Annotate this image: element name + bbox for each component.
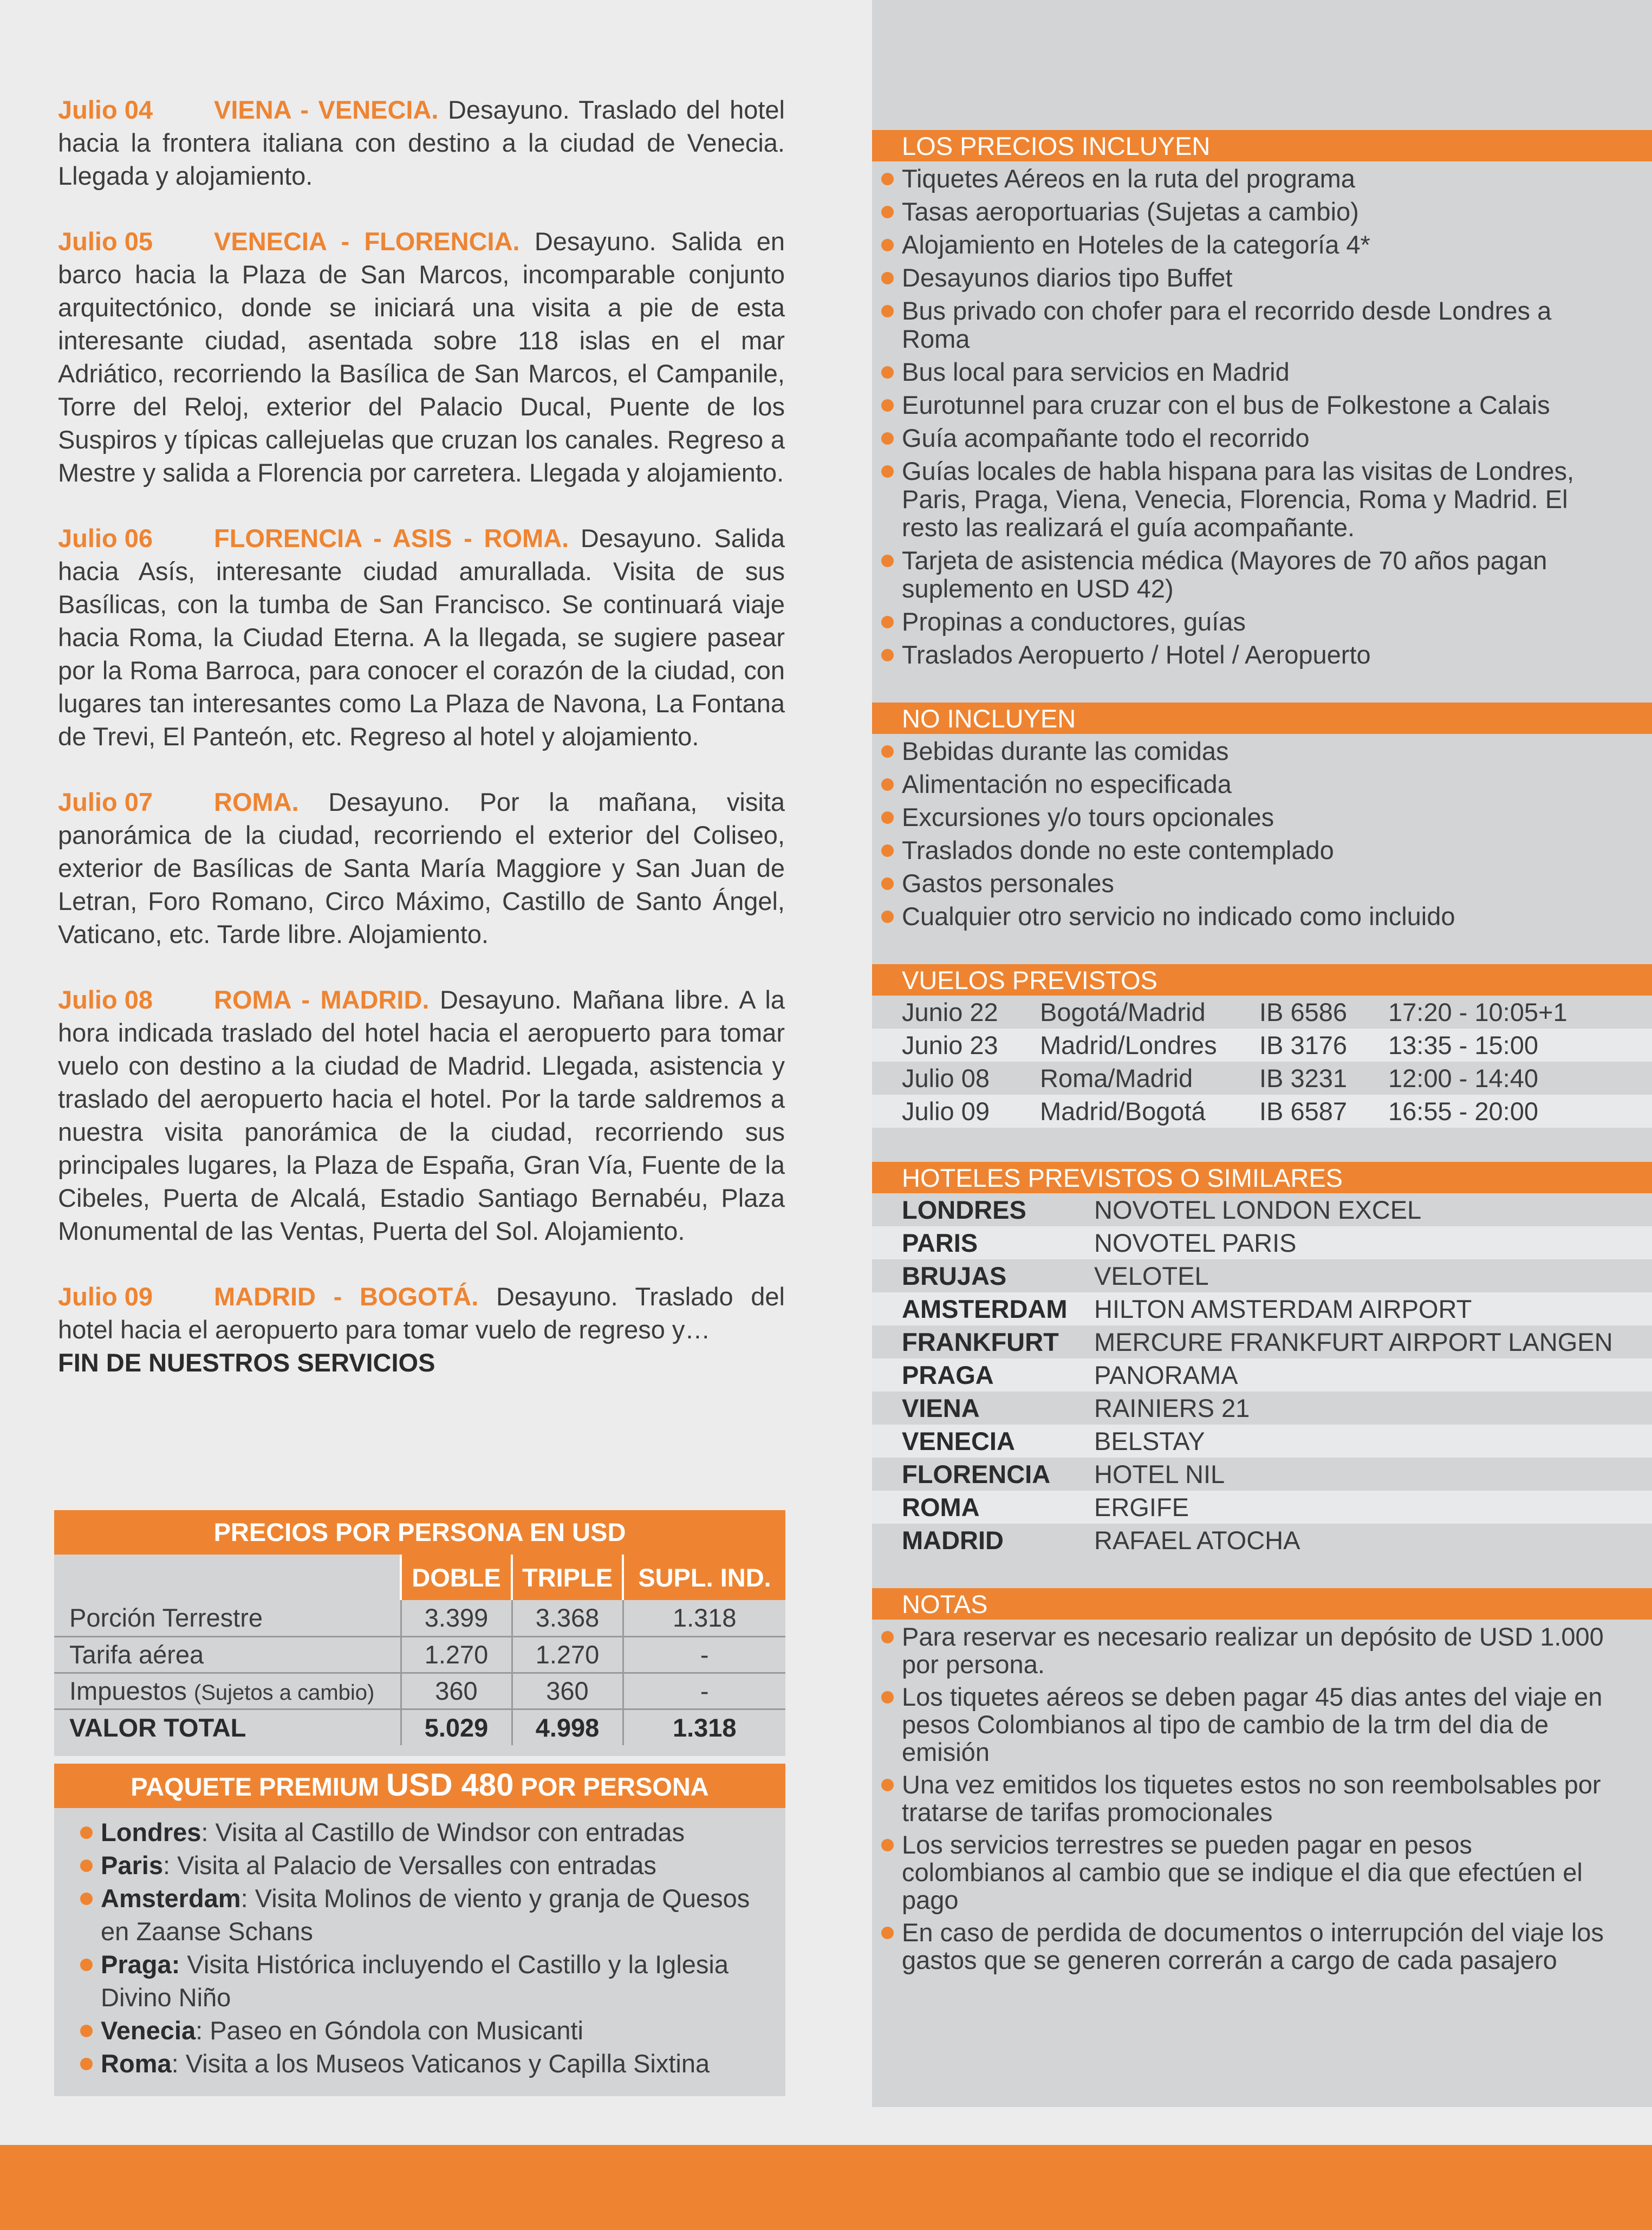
list-item: Los tiquetes aéreos se deben pagar 45 dias antes del viaje en pesos Colombianos al tipo de cambio de la trm del dia de emisión (902, 1683, 1652, 1766)
section-incluyen (872, 130, 1652, 674)
premium-title-pre: PAQUETE PREMIUM (131, 1772, 387, 1801)
row-label: Porción Terrestre (54, 1600, 401, 1636)
day-text: Desayuno. Traslado del hotel hacia la frontera italiana con destino a la ciudad de Venecia. Llegada y alojamiento. (58, 95, 785, 190)
day-text: Desayuno. Mañana libre. A la hora indicada traslado del hotel hacia el aeropuerto para tomar vuelo con destino a la ciudad de Madrid. Llegada, asistencia y traslado del aeropuerto hacia el hotel. Por la tarde saldremos a nuestra visita panorámica de la ciudad, recorriendo sus principales lugares, la Plaza de España, Gran Vía, Fuente de la Cibeles, Puerta de Alcalá, Estadio Santiago Bernabéu, Plaza Monumental de las Ventas, Puerta del Sol. Alojamiento. (58, 985, 785, 1245)
cell: VELOTEL (1094, 1259, 1652, 1292)
premium-list (54, 1808, 785, 2096)
list-item: Guía acompañante todo el recorrido (902, 424, 1652, 452)
list-item: Guías locales de habla hispana para las visitas de Londres, Paris, Praga, Viena, Venecia, Florencia, Roma y Madrid. El resto las realizará el guía acompañante. (902, 457, 1652, 542)
cell: RAINIERS 21 (1094, 1392, 1652, 1425)
list-item: Desayunos diarios tipo Buffet (902, 264, 1652, 292)
cell: Junio 22 (872, 996, 1040, 1029)
section-vuelos (872, 964, 1652, 1128)
cell: 1.270 (512, 1636, 623, 1673)
blank-header (54, 1555, 401, 1600)
list-item: Bus local para servicios en Madrid (902, 358, 1652, 386)
flights-table (872, 996, 1652, 1128)
cell: 17:20 - 10:05+1 (1388, 996, 1652, 1029)
day-date: Julio 06 (58, 524, 153, 552)
premium-title (54, 1756, 785, 1808)
section-title: HOTELES PREVISTOS O SIMILARES (872, 1162, 1652, 1193)
cell: VENECIA (872, 1425, 1094, 1458)
table-row (872, 1491, 1652, 1524)
cell: IB 3176 (1259, 1029, 1388, 1062)
itinerary-day (58, 225, 785, 489)
row-label: VALOR TOTAL (69, 1713, 246, 1742)
cell: Julio 09 (872, 1095, 1040, 1128)
cell: PANORAMA (1094, 1358, 1652, 1392)
table-row (872, 1029, 1652, 1062)
right-panel (872, 0, 1652, 2107)
day-title: VIENA - VENECIA. (214, 95, 439, 124)
table-row (872, 1292, 1652, 1325)
day-title: FLORENCIA - ASIS - ROMA. (214, 524, 569, 552)
cell: Madrid/Londres (1040, 1029, 1259, 1062)
cell: IB 3231 (1259, 1062, 1388, 1095)
cell: HILTON AMSTERDAM AIRPORT (1094, 1292, 1652, 1325)
cell: NOVOTEL PARIS (1094, 1226, 1652, 1259)
list-item: Alimentación no especificada (902, 770, 1652, 798)
section-title: LOS PRECIOS INCLUYEN (872, 130, 1652, 161)
premium-text: : Visita al Castillo de Windsor con entradas (201, 1818, 685, 1847)
total-row (54, 1709, 785, 1745)
row-label-text: Impuestos (69, 1676, 187, 1705)
itinerary-day (58, 522, 785, 753)
table-row (872, 1095, 1652, 1128)
cell: MERCURE FRANKFURT AIRPORT LANGEN (1094, 1325, 1652, 1358)
table-row (54, 1636, 785, 1673)
cell: AMSTERDAM (872, 1292, 1094, 1325)
cell: 1.318 (623, 1600, 785, 1636)
day-date: Julio 07 (58, 788, 153, 816)
cell: BRUJAS (872, 1259, 1094, 1292)
list-item (80, 1948, 775, 2014)
premium-city: Praga: (101, 1950, 180, 1979)
cell: IB 6587 (1259, 1095, 1388, 1128)
incluyen-list (872, 161, 1652, 669)
cell: ROMA (872, 1491, 1094, 1524)
cell: HOTEL NIL (1094, 1458, 1652, 1491)
list-item: Bus privado con chofer para el recorrido desde Londres a Roma (902, 297, 1652, 353)
list-item: Para reservar es necesario realizar un depósito de USD 1.000 por persona. (902, 1623, 1652, 1678)
table-row (872, 1226, 1652, 1259)
col-supl-ind: SUPL. IND. (623, 1555, 785, 1600)
day-title: MADRID - BOGOTÁ. (214, 1282, 479, 1311)
price-table-header (54, 1555, 785, 1600)
premium-city: Roma (101, 2049, 172, 2078)
cell: IB 6586 (1259, 996, 1388, 1029)
premium-text: : Paseo en Góndola con Musicanti (196, 2016, 583, 2045)
day-text: Desayuno. Traslado del hotel hacia el aeropuerto para tomar vuelo de regreso y… (58, 1282, 785, 1344)
list-item: Eurotunnel para cruzar con el bus de Folkestone a Calais (902, 391, 1652, 419)
row-label (54, 1673, 401, 1709)
price-table-title: PRECIOS POR PERSONA EN USD (54, 1510, 785, 1555)
day-date: Julio 05 (58, 227, 153, 256)
table-row (872, 1458, 1652, 1491)
cell: 4.998 (512, 1709, 623, 1745)
premium-city: Venecia (101, 2016, 196, 2045)
list-item (80, 2047, 775, 2080)
cell: 360 (512, 1673, 623, 1709)
table-row (872, 1325, 1652, 1358)
premium-price: USD 480 (386, 1767, 514, 1803)
price-block (54, 1510, 785, 2096)
day-date: Julio 09 (58, 1282, 153, 1311)
cell: LONDRES (872, 1193, 1094, 1226)
cell: 3.368 (512, 1600, 623, 1636)
day-date: Julio 08 (58, 985, 153, 1014)
cell: - (623, 1636, 785, 1673)
day-text: Desayuno. Salida hacia Asís, interesante ciudad amurallada. Visita de sus Basílicas, con la tumba de San Francisco. Se continuará viaje hacia Roma, la Ciudad Eterna. A la llegada, se sugiere pasear por la Roma Barroca, para conocer el corazón de la ciudad, con lugares tan interesantes como La Plaza de Navona, La Fontana de Trevi, El Panteón, etc. Regreso al hotel y alojamiento. (58, 524, 785, 751)
premium-text: : Visita al Palacio de Versalles con entradas (162, 1851, 656, 1880)
premium-text: : Visita a los Museos Vaticanos y Capilla Sixtina (171, 2049, 710, 2078)
cell: Bogotá/Madrid (1040, 996, 1259, 1029)
cell: VIENA (872, 1392, 1094, 1425)
list-item: Traslados Aeropuerto / Hotel / Aeropuerto (902, 641, 1652, 669)
list-item: Tiquetes Aéreos en la ruta del programa (902, 165, 1652, 193)
row-label: Tarifa aérea (54, 1636, 401, 1673)
itinerary-day (58, 983, 785, 1247)
section-no-incluyen (872, 703, 1652, 935)
table-row (872, 1524, 1652, 1557)
day-text: Desayuno. Salida en barco hacia la Plaza de San Marcos, incomparable conjunto arquitectónico, donde se iniciará una visita a pie de esta interesante ciudad, asentada sobre 118 islas en el mar Adriático, recorriendo la Basílica de San Marcos, el Campanile, Torre del Reloj, exterior del Palacio Ducal, Puente de los Suspiros y típicas callejuelas que cruzan los canales. Regreso a Mestre y salida a Florencia por carretera. Llegada y alojamiento. (58, 227, 785, 487)
premium-text: Visita Histórica incluyendo el Castillo y la Iglesia Divino Niño (101, 1950, 729, 2012)
notas-list (872, 1620, 1652, 1974)
row-label-note: (Sujetos a cambio) (193, 1681, 375, 1705)
cell: Madrid/Bogotá (1040, 1095, 1259, 1128)
cell: 3.399 (401, 1600, 512, 1636)
day-text: Desayuno. Por la mañana, visita panorámica de la ciudad, recorriendo el exterior del Coliseo, exterior de Basílicas de Santa María Maggiore y San Juan de Letran, Foro Romano, Circo Máximo, Castillo de Santo Ángel, Vaticano, etc. Tarde libre. Alojamiento. (58, 788, 785, 948)
col-doble: DOBLE (401, 1555, 512, 1600)
cell: FRANKFURT (872, 1325, 1094, 1358)
table-row (872, 996, 1652, 1029)
day-date: Julio 04 (58, 95, 153, 124)
col-triple: TRIPLE (512, 1555, 623, 1600)
list-item (80, 1849, 775, 1882)
table-row (54, 1673, 785, 1709)
section-notas (872, 1588, 1652, 1979)
list-item: Cualquier otro servicio no indicado como incluido (902, 902, 1652, 931)
day-title: ROMA - MADRID. (214, 985, 430, 1014)
footer-bar (0, 2145, 1652, 2230)
list-item: Gastos personales (902, 869, 1652, 898)
table-row (872, 1259, 1652, 1292)
list-item: Los servicios terrestres se pueden pagar en pesos colombianos al cambio que se indique el dia que efectúen el pago (902, 1831, 1652, 1914)
cell: 12:00 - 14:40 (1388, 1062, 1652, 1095)
list-item: Traslados donde no este contemplado (902, 836, 1652, 864)
cell: ERGIFE (1094, 1491, 1652, 1524)
cell: NOVOTEL LONDON EXCEL (1094, 1193, 1652, 1226)
section-title: NO INCLUYEN (872, 703, 1652, 734)
cell: PARIS (872, 1226, 1094, 1259)
list-item (80, 1816, 775, 1849)
list-item: Bebidas durante las comidas (902, 737, 1652, 765)
table-row (872, 1425, 1652, 1458)
cell: 1.270 (401, 1636, 512, 1673)
day-title: ROMA. (214, 788, 299, 816)
premium-city: Londres (101, 1818, 201, 1847)
hotels-table (872, 1193, 1652, 1557)
list-item: Tasas aeroportuarias (Sujetas a cambio) (902, 198, 1652, 226)
cell: 5.029 (401, 1709, 512, 1745)
section-title: NOTAS (872, 1588, 1652, 1620)
table-row (872, 1193, 1652, 1226)
table-row (54, 1600, 785, 1636)
price-table (54, 1555, 785, 1745)
list-item: Excursiones y/o tours opcionales (902, 803, 1652, 831)
itinerary (58, 93, 785, 1412)
itinerary-day (58, 93, 785, 192)
end-of-services: FIN DE NUESTROS SERVICIOS (58, 1348, 435, 1377)
cell: Julio 08 (872, 1062, 1040, 1095)
list-item (80, 1882, 775, 1948)
no-incluyen-list (872, 734, 1652, 931)
cell: 13:35 - 15:00 (1388, 1029, 1652, 1062)
cell: MADRID (872, 1524, 1094, 1557)
premium-text: : Visita Molinos de viento y granja de Quesos en Zaanse Schans (101, 1884, 750, 1946)
cell: BELSTAY (1094, 1425, 1652, 1458)
list-item: Una vez emitidos los tiquetes estos no son reembolsables por tratarse de tarifas promocionales (902, 1771, 1652, 1826)
list-item (80, 2014, 775, 2047)
list-item: Alojamiento en Hoteles de la categoría 4* (902, 231, 1652, 259)
section-title: VUELOS PREVISTOS (872, 964, 1652, 996)
cell: RAFAEL ATOCHA (1094, 1524, 1652, 1557)
cell: - (623, 1673, 785, 1709)
table-row (872, 1062, 1652, 1095)
cell: 360 (401, 1673, 512, 1709)
itinerary-day (58, 785, 785, 951)
cell: 1.318 (623, 1709, 785, 1745)
list-item: Propinas a conductores, guías (902, 608, 1652, 636)
premium-title-post: POR PERSONA (513, 1772, 709, 1801)
itinerary-day (58, 1280, 785, 1379)
day-title: VENECIA - FLORENCIA. (214, 227, 520, 256)
cell: FLORENCIA (872, 1458, 1094, 1491)
list-item: En caso de perdida de documentos o interrupción del viaje los gastos que se generen correrán a cargo de cada pasajero (902, 1919, 1652, 1974)
premium-city: Amsterdam (101, 1884, 241, 1913)
premium-city: Paris (101, 1851, 163, 1880)
list-item: Tarjeta de asistencia médica (Mayores de 70 años pagan suplemento en USD 42) (902, 547, 1652, 603)
table-row (872, 1358, 1652, 1392)
cell: 16:55 - 20:00 (1388, 1095, 1652, 1128)
cell: Junio 23 (872, 1029, 1040, 1062)
cell: PRAGA (872, 1358, 1094, 1392)
section-hoteles (872, 1162, 1652, 1557)
table-row (872, 1392, 1652, 1425)
cell: Roma/Madrid (1040, 1062, 1259, 1095)
